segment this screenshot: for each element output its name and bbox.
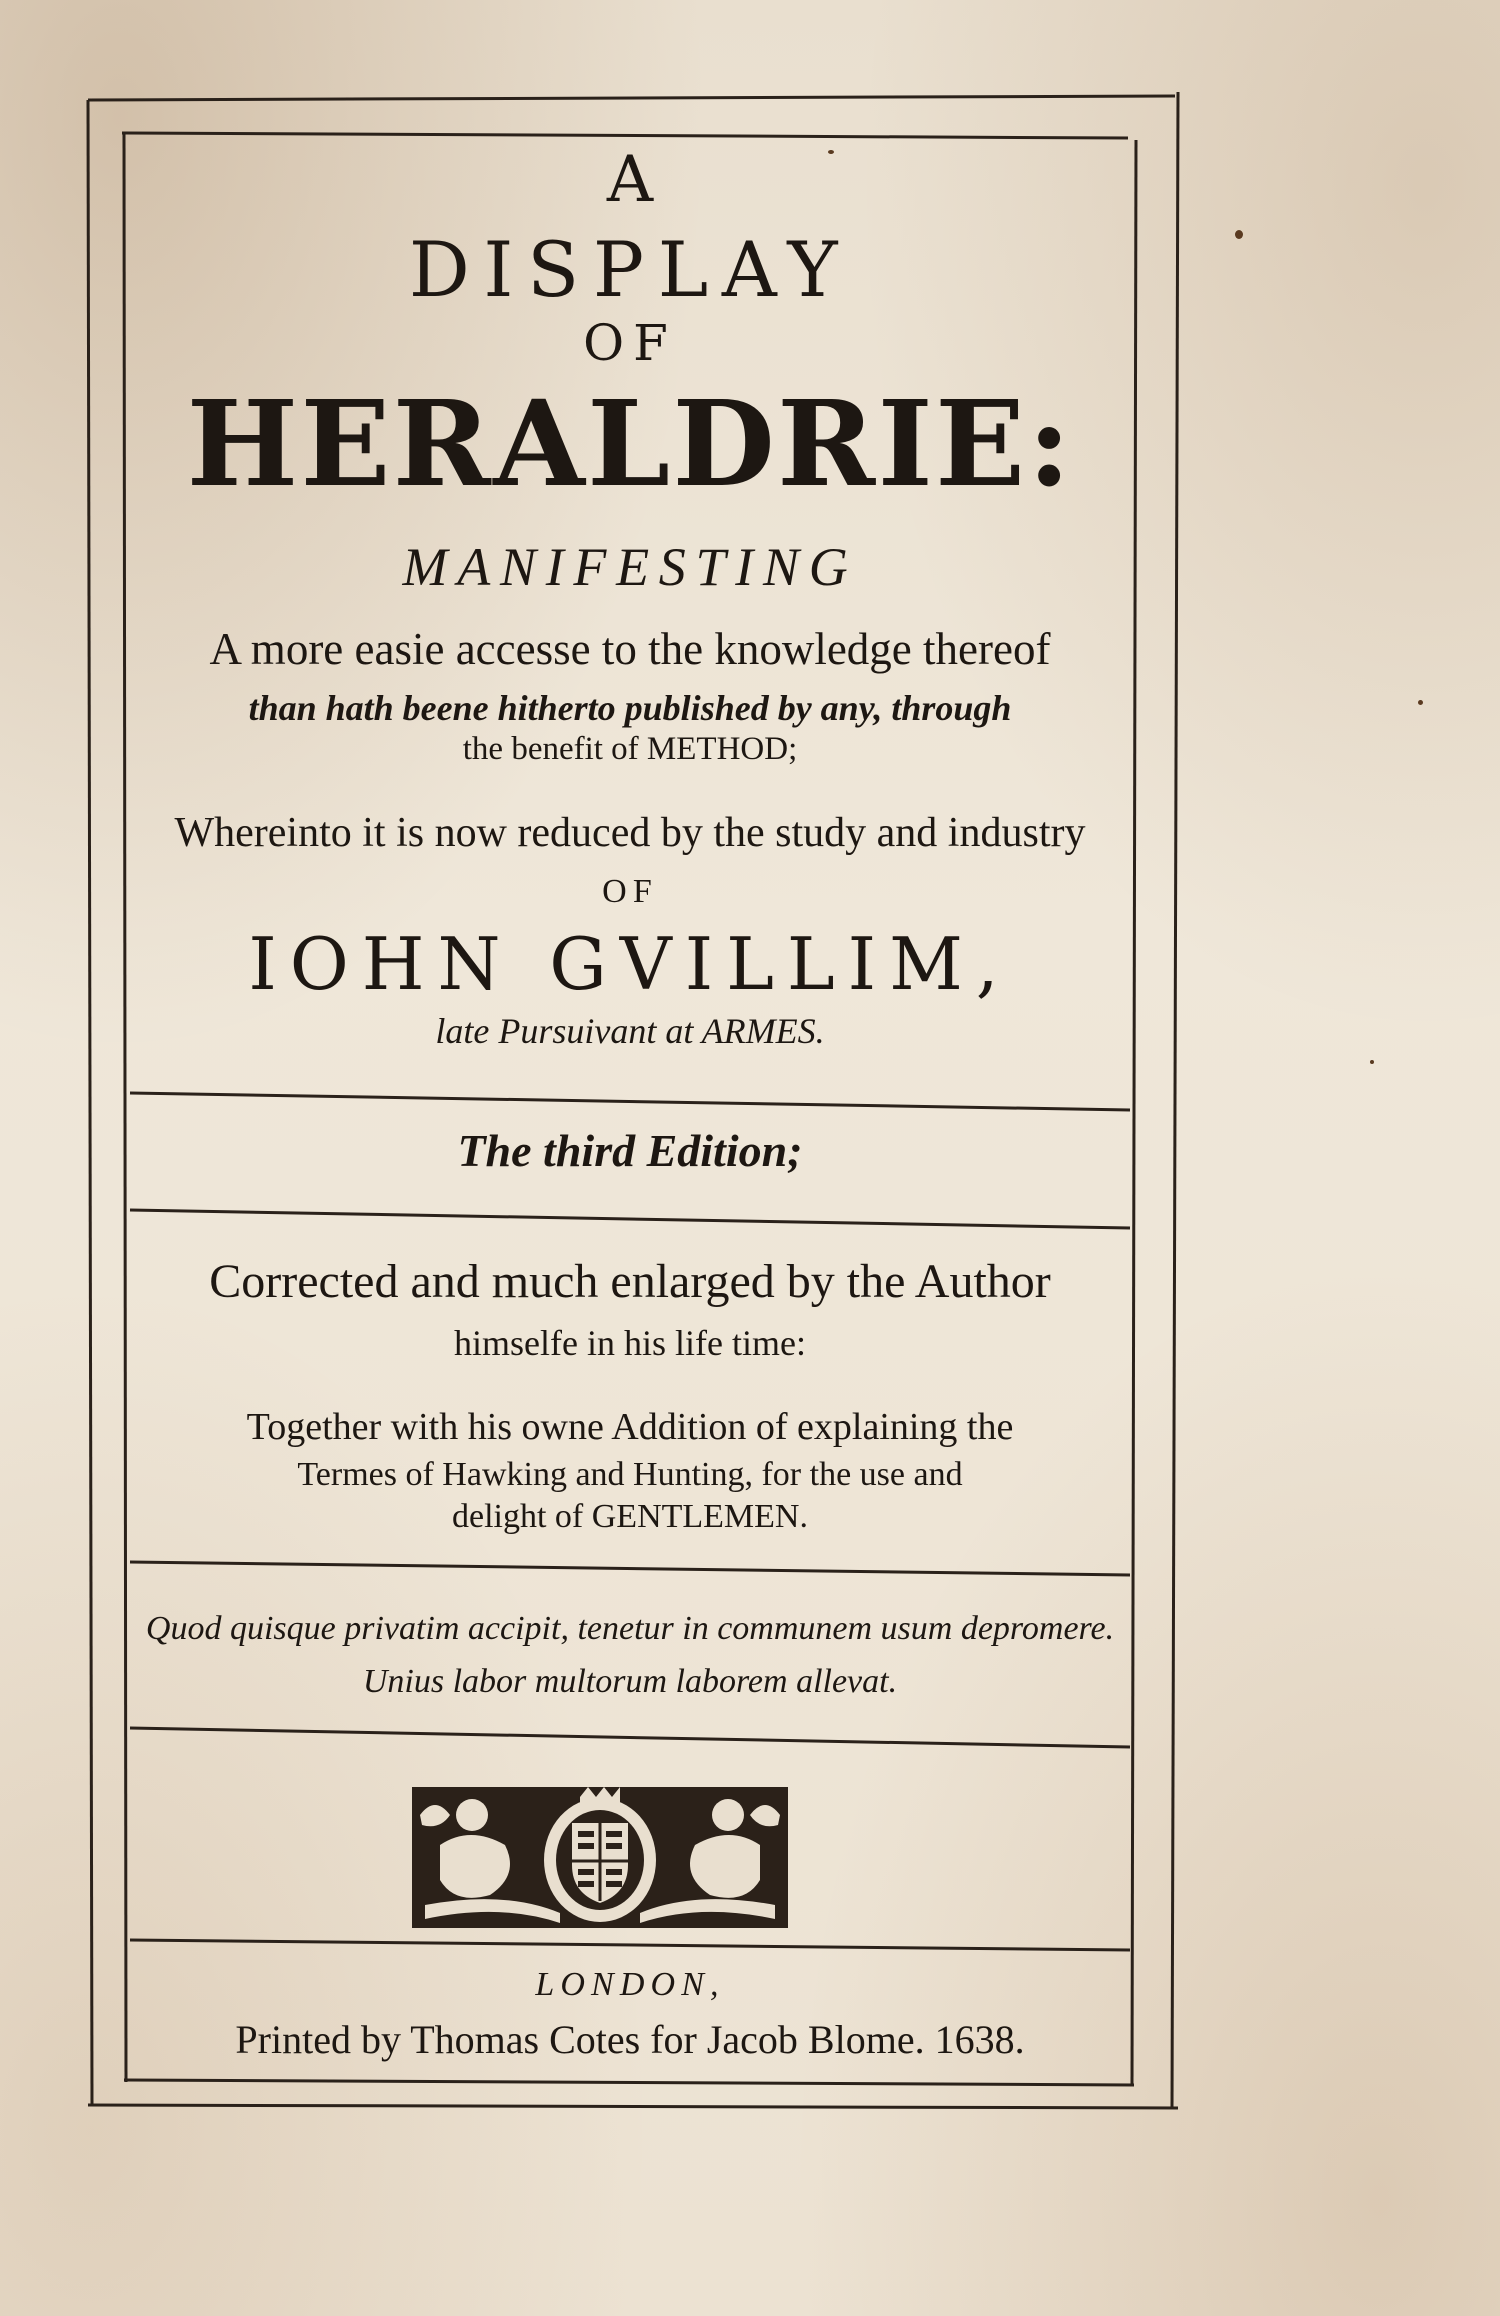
title-line-manifesting: MANIFESTING <box>402 537 858 597</box>
royal-arms-ornament <box>410 1785 790 1930</box>
description-line-2: than hath beene hitherto published by any, through <box>248 688 1012 728</box>
title-line-heraldrie: HERALDRIE: <box>186 374 1074 513</box>
title-line-of: OF <box>583 314 677 372</box>
edition-statement: The third Edition; <box>457 1125 803 1176</box>
together-line-1: Together with his owne Addition of explaining the <box>246 1406 1014 1448</box>
description-line-4: Whereinto it is now reduced by the study and industry <box>174 810 1086 856</box>
line-of-small: OF <box>602 873 658 910</box>
corrected-line-2: himselfe in his life time: <box>454 1323 806 1363</box>
corrected-line-1: Corrected and much enlarged by the Author <box>209 1255 1051 1308</box>
foxing-spot <box>1370 1060 1374 1064</box>
description-line-1: A more easie accesse to the knowledge thereof <box>209 624 1051 674</box>
title-line-display: DISPLAY <box>408 225 852 314</box>
together-line-3: delight of GENTLEMEN. <box>452 1498 808 1535</box>
imprint-city: LONDON, <box>535 1966 725 2003</box>
motto-line-1: Quod quisque privatim accipit, tenetur in communem usum depromere. <box>145 1610 1115 1647</box>
author-title: late Pursuivant at ARMES. <box>435 1011 825 1051</box>
foxing-spot <box>1235 230 1243 239</box>
imprint-line: Printed by Thomas Cotes for Jacob Blome. 1638. <box>235 2017 1025 2062</box>
motto-line-2: Unius labor multorum laborem allevat. <box>362 1663 898 1700</box>
description-line-3: the benefit of METHOD; <box>462 731 798 767</box>
together-line-2: Termes of Hawking and Hunting, for the use and <box>297 1456 963 1493</box>
foxing-spot <box>1418 700 1423 705</box>
author-name: IOHN GVILLIM, <box>248 922 1012 1006</box>
title-line-a: A <box>606 143 654 217</box>
